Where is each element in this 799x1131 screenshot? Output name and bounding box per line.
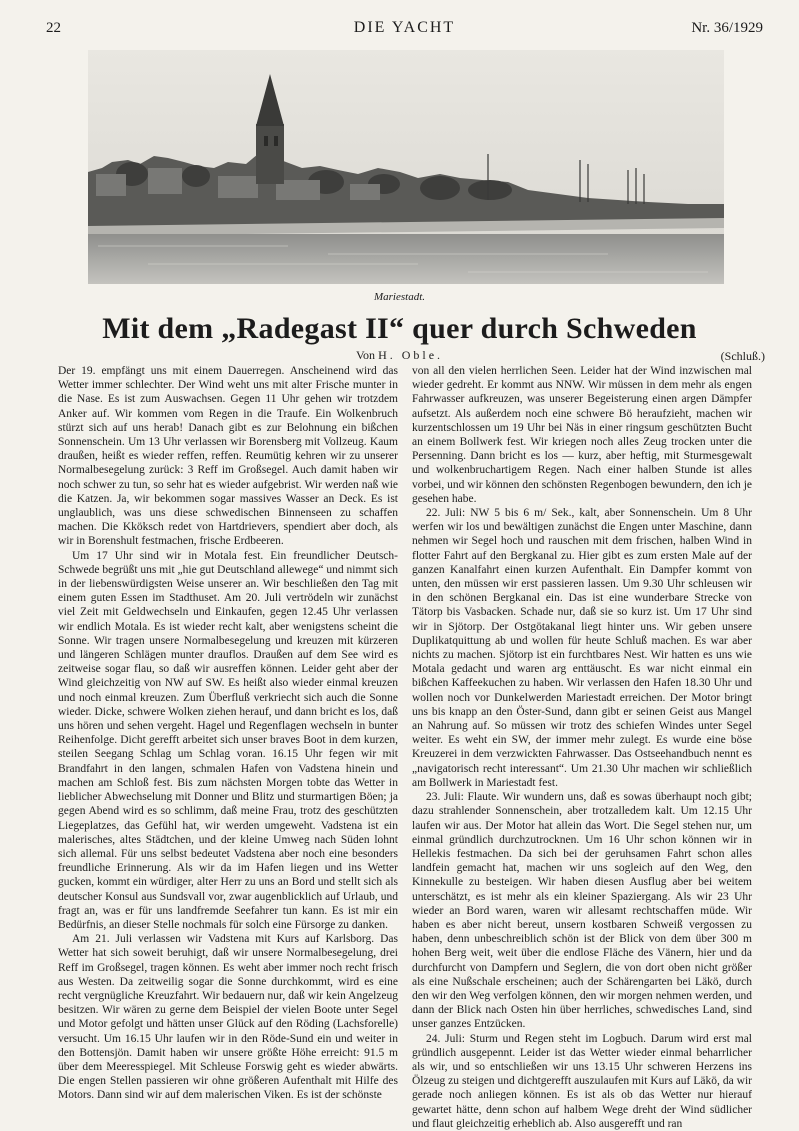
page-header [46,18,763,40]
right-column [412,364,752,1131]
left-column [58,364,398,1103]
mariestadt-photo [88,50,724,284]
issue-number: Nr. 36/1929 [691,20,763,36]
continuation-note: (Schluß.) [720,349,765,363]
paragraph: 24. Juli: Sturm und Regen steht im Logbuch. Darum wird erst mal gründlich ausgepennt. Leider ist das Wetter wieder einmal beharrlicher als wir, und so entschließen wir uns 13.15 Uhr schweren Herzens ins Ölzeug zu steigen und dichtgerefft auszulaufen mit Kurs auf Läkö, da wir gerade noch anliegen können. Es ist als ob das Wetter nur hierauf gewartet hätte, denn schon auf halbem Wege dreht der Wind südlicher und flaut gleichzeitig erheblich ab. Also ausgerefft und ran [412,1032,752,1130]
paragraph: 22. Juli: NW 5 bis 6 m/ Sek., kalt, aber Sonnenschein. Um 8 Uhr werfen wir los und bewältigen zunächst die Engen unter Maschine, dann nehmen wir Segel hoch und rauschen mit dem frischen, halben Wind in flotter Fahrt auf den Bergkanal zu. Hier gibt es zum ersten Male auf der ganzen Kanalfahrt einen kurzen Aufenthalt. Ein Dampfer kommt von unten, den müssen wir erst passieren lassen. Um 9.30 Uhr schleusen wir in den schönen Bergkanal ein. Das ist eine wunderbare Strecke von Tätorp bis Vasbacken. Schade nur, daß sie so kurz ist. Um 17 Uhr sind wir in Sjötorp. Der Ostgötakanal liegt hinter uns. Wir geben unsere Duplikatquittung ab und wollen für heute Schluß machen. Es war aber nichts zu machen. Sjötorp ist ein furchtbares Nest. Wir hatten es uns wie Motala gedacht und waren arg enttäuscht. Es war nicht einmal ein bißchen Kaffeekuchen zu haben. Wir verlassen den Hafen 18.30 Uhr und wollen noch vor Dunkelwerden Mariestadt erreichen. Der Motor bringt uns bis knapp an den Öster-Sund, dann gibt er seinen Geist aus Mangel an Nahrung auf. So müssen wir trotz des schiefen Windes unter Segel weiter. Es weht ein SW, der immer mehr zulegt. Es wurde eine böse Kreuzerei in dem verzwickten Fahrwasser. Das Ostseehandbuch nennt es „navigatorisch recht interessant“. Um 21.30 Uhr machen wir schließlich am Bollwerk in Mariestadt fest. [412,507,752,789]
paragraph: Am 21. Juli verlassen wir Vadstena mit Kurs auf Karlsborg. Das Wetter hat sich soweit beruhigt, daß wir unsere Normalbesegelung, drei Reff im Großsegel, tragen können. Es weht aber immer noch recht frisch aus Westen. Da zeitweilig sogar die Sonne durchkommt, wird es eine recht vergnügliche Kreuzfahrt. Wir bedauern nur, daß wir kein Angelzeug besitzen. Wir wären zu gerne dem Beispiel der vielen Boote unter Segel und Motor gefolgt und hätten unser Glück auf den Röding (Lachsforelle) versucht. Um 16.15 Uhr laufen wir in den Röde-Sund ein und weiter in den Bottensjön. Damit haben wir unsere größte Höhe erreicht: 91.5 m über dem Meeresspiegel. Mit Schleuse Forswig geht es wieder abwärts. Die engen Stellen passieren wir ohne größeren Aufenthalt mit Hilfe des Motors. Dann sind wir auf dem malerischen Viken. Es ist der schönste [58,933,398,1102]
byline-prefix: Von [355,348,376,362]
paragraph: 23. Juli: Flaute. Wir wundern uns, daß es sowas überhaupt noch gibt; dazu strahlender Sonnenschein, aber trotzalledem kalt. Um 12.15 Uhr laufen wir aus. Der Motor hat allein das Wort. Die Segel stehen nur, um einmal gründlich durchzutrocknen. Um 16 Uhr schon können wir in Hellekis festmachen. Da sich bei der geruhsamen Fahrt schon alles landfein gemacht hat, machen wir uns sogleich auf den Weg, den Kinnekulle zu besteigen. Wir haben diesen Ausflug aber bei weitem unterschätzt, es ist mehr als ein kleiner Spaziergang. Als wir 23 Uhr wieder an Bord waren, waren wir allesamt rechtschaffen müde. Wir haben es aber nicht bereut, unsern kostbaren Schweiß vergossen zu haben, denn unbeschreiblich schön ist der Blick von dem über 300 m hohen Berg weit, weit über die endlose Fläche des Vänern, hier und da durchfurcht von Dampfern und Seglern, die von dort oben nicht größer als eine Nußschale erscheinen; auch der Schärengarten bei Läkö, durch den wir den Weg verfolgen können, den wir morgen nehmen werden, und dann der Blick nach Osten hin über herrliches, schwedisches Land, sind unser ganzes Entzücken. [412,791,752,1031]
paragraph: von all den vielen herrlichen Seen. Leider hat der Wind inzwischen mal wieder gedreht. Er kommt aus NNW. Wir müssen in dem mehr als engen Fahrwasser aufkreuzen, was unserer Begeisterung einen argen Dämpfer aufsetzt. Als außerdem noch eine schwere Bö heraufzieht, machen wir kurzentschlossen um 19 Uhr bei Näs in einer ringsum geschützten Bucht an einem Bollwerk fest. Wir kriegen noch alles Zeug trocken unter die Persenning. Dann bricht es los — kurz, aber heftig, mit Sturmesgewalt und wolkenbruchartigem Regen. Nach einer halben Stunde ist alles vorbei, und wir können den schönsten Regenbogen bewundern, den ich je gesehen habe. [412,365,752,505]
photo-caption: Mariestadt. [373,291,426,303]
paragraph: Der 19. empfängt uns mit einem Dauerregen. Anscheinend wird das Wetter immer schlechter. Der Wind weht uns mit alter Frische munter in die Nase. Es ist zum Auswachsen. Gegen 11 Uhr gehen wir trotzdem Anker auf. Wir kommen vom Regen in die Traufe. Ein Wolkenbruch stürzt sich auf uns herab! Danach gibt es zur Belohnung ein bißchen Sonnenschein. Um 13 Uhr verlassen wir Borensberg mit Vollzeug. Kaum draußen, heißt es wieder reffen, reffen. Reumütig kehren wir zu unserer Normalbesegelung zurück: 3 Reff im Großsegel. Auch damit haben wir noch schwer zu tun, so sehr hat es wieder aufgebrist. Wir werden naß wie die Katzen. Ja, wir bekommen sogar massives Wasser an Deck. Es ist unglaublich, was uns diese schwedischen Binnenseen zu schaffen machen. Die Kköksch redet von Hartdrievers, spendiert aber doch, als wir in Borenshult festmachen, frische Erdbeeren. [58,365,398,548]
magazine-title: DIE YACHT [353,19,456,36]
byline [0,348,799,363]
article-title: Mit dem „Radegast II“ quer durch Schweden [102,312,697,345]
author-name: H. Oble. [378,348,444,362]
page-number: 22 [46,20,61,36]
paragraph: Um 17 Uhr sind wir in Motala fest. Ein freundlicher Deutsch-Schwede begrüßt uns mit „hie gut Deutschland allewege“ und nimmt sich in der liebenswürdigsten Weise unserer an. Wir beschließen den Tag mit einem guten Essen im Stadthuset. Am 20. Juli vertrödeln wir zunächst viel Zeit mit Geldwechseln und Einkaufen, gegen 12.45 Uhr verlassen wir endlich Motala. Es ist wieder recht kalt, aber wenigstens scheint die Sonne. Wir tragen unsere Normalbesegelung und kreuzen mit kürzeren und längeren Schlägen munter drauflos. Draußen auf dem See wird es zeitweise sogar flau, so daß wir ausreffen können. Leider geht aber der Wind gleichzeitig von NW auf SW. Es heißt also wieder einmal kreuzen und noch einmal kreuzen. Zum Überfluß verkriecht sich auch die Sonne wieder. Dicke, schwere Wolken ziehen herauf, und dann bricht es los, daß uns hören und sehen vergeht. Hagel und Regenflagen wechseln in bunter Reihenfolge. Dicht gerefft arbeitet sich unser braves Boot in dem kurzen, steilen Seegang Schlag um Schlag voran. 16.15 Uhr fegen wir mit Brandfahrt in den langen, schmalen Hafen von Vadstena hinein und machen am Schloß fest. Bis zum nächsten Morgen tobte das Wetter in lieblicher Abwechselung mit Donner und Blitz und sturmartigen Böen; ja gegen Abend wird es so schlimm, daß meine Frau, trotz des geschützten Liegeplatzes, das Gefühl hat, wir werden umgeweht. Vadstena ist ein malerisches, altes Städtchen, und der kleine Umweg nach Süden lohnt sich allemal. Für uns selbst bedeutet Vadstena aber noch eine besonders freundliche Erinnerung. Als wir da im Hafen liegen und ins Wetter gucken, kommt ein würdiger, alter Herr zu uns an Bord und stellt sich als deutscher Konsul aus Sundsvall vor, zwar augenblicklich auf Urlaub, und fragt an, was er für uns landfremde Seefahrer tun kann. Es ist mir ein Bedürfnis, an dieser Stelle nochmals für solch eine Fürsorge zu danken. [58,549,398,931]
